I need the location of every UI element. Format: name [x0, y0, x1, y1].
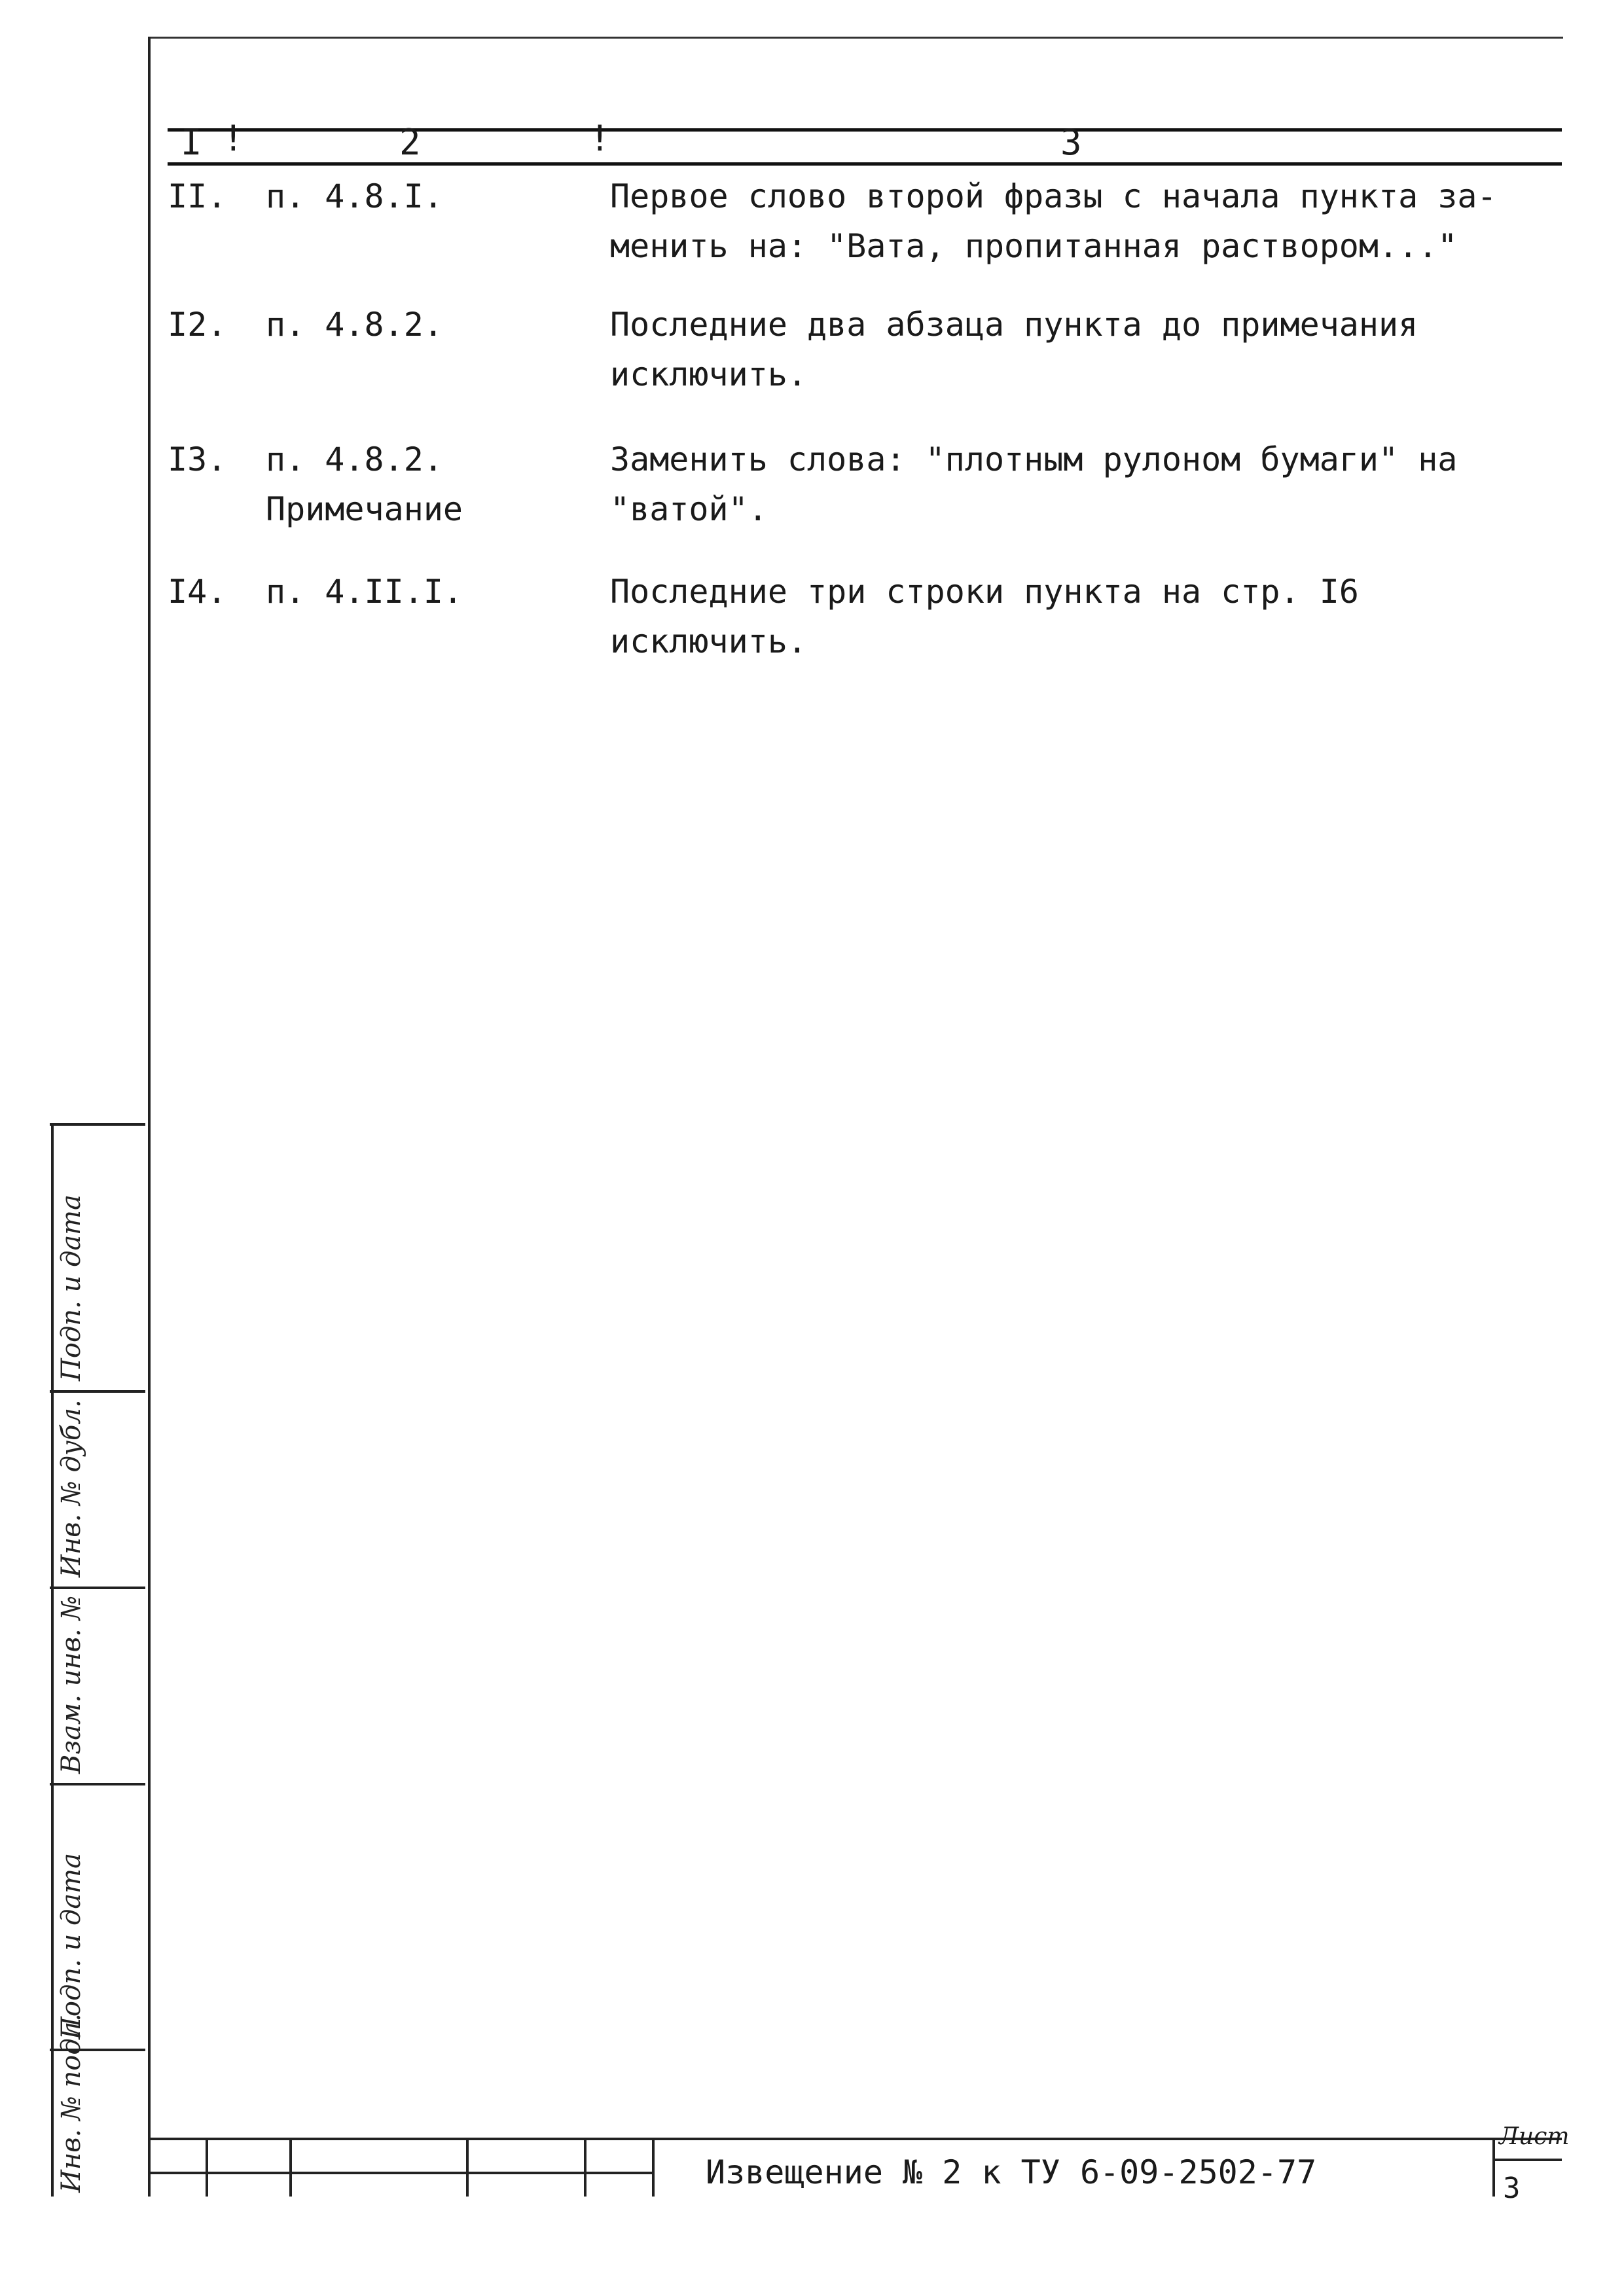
stamp-divider: [50, 1783, 145, 1785]
row-text-line: исключить.: [610, 622, 808, 660]
title-block-top-rule: [151, 2138, 1562, 2140]
header-col-2: 2: [399, 122, 421, 163]
header-col-1: I: [181, 122, 202, 163]
row-text-line: Последние два абзаца пункта до примечания: [610, 306, 1418, 344]
title-block-cell-divider: [584, 2138, 586, 2197]
stamp-label-signature-date: Подп. и дата: [56, 1194, 86, 1381]
row-number: II.: [168, 177, 227, 215]
row-text-line: менить на: "Вата, пропитанная раствором...": [610, 227, 1458, 265]
stamp-divider: [50, 1123, 145, 1126]
row-text-line: Заменить слова: "плотным рулоном бумаги" на: [610, 440, 1458, 478]
row-text-line: "ватой".: [610, 490, 768, 528]
stamp-label-original-inv: Инв. № подл.: [56, 2013, 86, 2193]
header-bottom-rule: [168, 162, 1562, 166]
row-text-line: Последние три строки пункта на стр. I6: [610, 573, 1359, 611]
frame-left-border: [148, 37, 151, 2197]
header-col-3: 3: [1060, 122, 1082, 163]
sheet-number: 3: [1503, 2172, 1521, 2205]
title-block-cell-divider: [206, 2138, 208, 2197]
title-block-cell-divider: [289, 2138, 292, 2197]
row-text-line: Первое слово второй фразы с начала пункта за-: [610, 177, 1497, 215]
row-reference: п. 4.8.2.: [266, 306, 443, 344]
sheet-divider: [1492, 2159, 1562, 2161]
sheet-label: Лист: [1499, 2123, 1570, 2150]
row-reference: п. 4.8.I.: [266, 177, 443, 215]
row-reference: п. 4.II.I.: [266, 573, 463, 611]
frame-top-border: [149, 37, 1563, 39]
stamp-label-replaces-inv: Взам. инв. №: [56, 1595, 86, 1774]
stamp-divider: [50, 1587, 145, 1589]
stamp-label-signature-date: Подп. и дата: [56, 1853, 86, 2039]
header-separator: !: [223, 118, 244, 159]
row-number: I3.: [168, 440, 227, 478]
notice-title: Извещение № 2 к ТУ 6-09-2502-77: [706, 2153, 1317, 2191]
row-text-line: исключить.: [610, 355, 808, 393]
row-number: I2.: [168, 306, 227, 344]
header-top-rule: [168, 128, 1562, 132]
stamp-vertical-rule: [51, 1123, 54, 2197]
title-block-cell-divider: [652, 2138, 655, 2197]
stamp-divider: [50, 1390, 145, 1393]
title-block-cell-divider: [466, 2138, 469, 2197]
title-block-cell-divider: [1492, 2138, 1495, 2197]
title-block-mid-rule: [151, 2172, 655, 2174]
row-reference-note: Примечание: [266, 490, 463, 528]
row-number: I4.: [168, 573, 227, 611]
row-reference: п. 4.8.2.: [266, 440, 443, 478]
stamp-label-duplicate-inv: Инв. № дубл.: [56, 1399, 86, 1577]
header-separator: !: [589, 118, 611, 159]
